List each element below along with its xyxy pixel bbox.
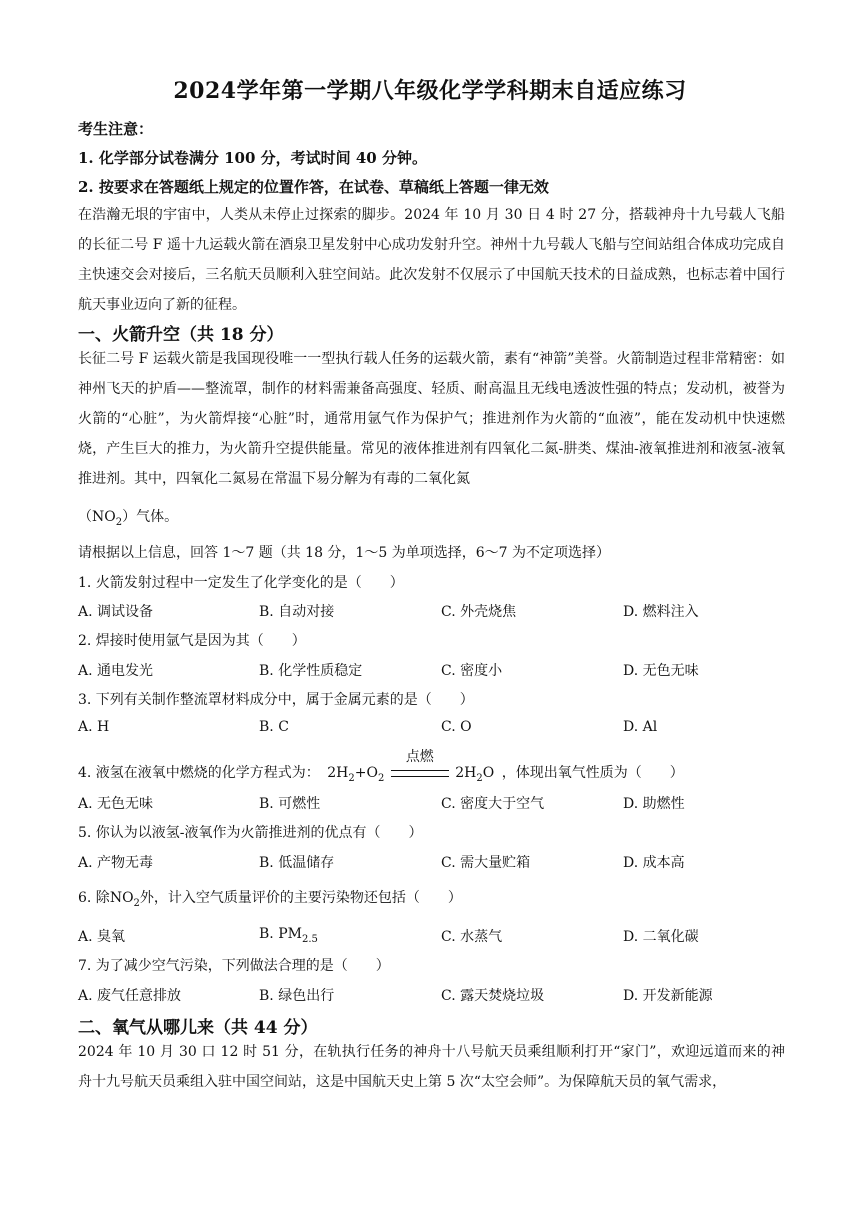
question-3-option-b[interactable]: B. C	[259, 719, 289, 735]
section-1-heading: 一、火箭升空（共 18 分）	[78, 325, 284, 345]
question-3-option-d[interactable]: D. Al	[623, 719, 658, 735]
section-1-body: 长征二号 F 运载火箭是我国现役唯一一型执行载人任务的运载火箭，素有“神箭”美誉。火箭制造过程非常精密：如神州飞天的护盾——整流罩，制作的材料需兼备高强度、轻质、耐高温且无线电透波性强的特点；发动机，被誉为火箭的“心脏”，为火箭焊接“心脏”时，通常用氩气作为保护气；推进剂作为火箭的“血液”，能在发动机中快速燃烧，产生巨大的推力，为火箭升空提供能量。常见的液体推进剂有四氧化二氮-肼类、煤油-液氧推进剂和液氢-液氧推进剂。其中，四氧化二氮易在常温下易分解为有毒的二氧化氮	[78, 351, 785, 487]
question-4-stem: 4. 液氢在液氧中燃烧的化学方程式为： $2H_2+O_2$ 点燃 $2H_2O$ ，体现出氧气性质为（ ）	[78, 762, 783, 784]
question-6-option-a[interactable]: A. 臭氧	[78, 929, 126, 945]
question-2-option-b[interactable]: B. 化学性质稳定	[259, 663, 363, 679]
question-5-option-d[interactable]: D. 成本高	[623, 855, 685, 871]
question-2-stem: 2. 焊接时使用氩气是因为其（ ）	[78, 633, 306, 649]
question-6-option-b[interactable]: B. $PM_{2.5}$	[259, 926, 318, 945]
section-1-text	[78, 344, 785, 538]
question-5-option-a[interactable]: A. 产物无毒	[78, 855, 154, 871]
notice-heading: 考生注意：	[78, 120, 154, 138]
question-4-option-d[interactable]: D. 助燃性	[623, 796, 685, 812]
question-7-stem: 7. 为了减少空气污染，下列做法合理的是（ ）	[78, 958, 390, 974]
section-2-heading: 二、氧气从哪儿来（共 44 分）	[78, 1018, 318, 1038]
section-2-text: 2024 年 10 月 30 口 12 时 51 分，在轨执行任务的神舟十八号航天员乘组顺利打开“家门”，欢迎远道而来的神舟十九号航天员乘组入驻中国空间站，这是中国航天史上第 5 次“太空会师”。为保障航天员的氧气需求，	[78, 1044, 785, 1090]
question-4-option-b[interactable]: B. 可燃性	[259, 796, 321, 812]
question-1-option-a[interactable]: A. 调试设备	[78, 604, 154, 620]
question-4-option-c[interactable]: C. 密度大于空气	[441, 796, 545, 812]
equals-sign	[391, 770, 449, 777]
question-5-option-c[interactable]: C. 需大量贮箱	[441, 855, 531, 871]
page-title: 2024学年第一学期八年级化学学科期末自适应练习	[173, 78, 687, 104]
question-4-option-a[interactable]: A. 无色无味	[78, 796, 154, 812]
question-2-option-d[interactable]: D. 无色无味	[623, 663, 699, 679]
notice-item-1: 1. 化学部分试卷满分 100 分，考试时间 40 分钟。	[78, 149, 427, 167]
question-6-option-d[interactable]: D. 二氧化碳	[623, 929, 699, 945]
question-1-stem: 1. 火箭发射过程中一定发生了化学变化的是（ ）	[78, 575, 404, 591]
question-6-option-c[interactable]: C. 水蒸气	[441, 929, 503, 945]
question-3-option-c[interactable]: C. O	[441, 719, 472, 735]
question-6-stem: 6. 除$NO_2$外，计入空气质量评价的主要污染物还包括（ ）	[78, 890, 462, 909]
question-1-option-d[interactable]: D. 燃料注入	[623, 604, 699, 620]
reaction-condition: 点燃	[405, 749, 434, 765]
section-1-instruction: 请根据以上信息，回答 1～7 题（共 18 分，1～5 为单项选择，6～7 为不定项选择）	[78, 545, 610, 561]
question-7-option-c[interactable]: C. 露天焚烧垃圾	[441, 988, 545, 1004]
question-2-option-a[interactable]: A. 通电发光	[78, 663, 154, 679]
question-3-stem: 3. 下列有关制作整流罩材料成分中，属于金属元素的是（ ）	[78, 692, 474, 708]
no2-note: $(NO_2)$气体。	[78, 509, 179, 528]
notice-item-2: 2. 按要求在答题纸上规定的位置作答，在试卷、草稿纸上答题一律无效	[78, 178, 549, 196]
question-1-option-b[interactable]: B. 自动对接	[259, 604, 335, 620]
question-2-option-c[interactable]: C. 密度小	[441, 663, 503, 679]
question-5-stem: 5. 你认为以液氢-液氧作为火箭推进剂的优点有（ ）	[78, 825, 423, 841]
question-1-option-c[interactable]: C. 外壳烧焦	[441, 604, 517, 620]
question-5-option-b[interactable]: B. 低温储存	[259, 855, 335, 871]
question-7-option-d[interactable]: D. 开发新能源	[623, 988, 713, 1004]
question-7-option-b[interactable]: B. 绿色出行	[259, 988, 335, 1004]
intro-paragraph: 在浩瀚无垠的宇宙中，人类从未停止过探索的脚步。2024 年 10 月 30 日 4 时 27 分，搭载神舟十九号载人飞船的长征二号 F 遥十九运载火箭在酒泉卫星发射中心成功发射升空。神州十九号载人飞船与空间站组合体成功完成自主快速交会对接后，三名航天员顺利入驻空间站。此次发射不仅展示了中国航天技术的日益成熟，也标志着中国行航天事业迈向了新的征程。	[78, 207, 785, 313]
question-3-option-a[interactable]: A. H	[78, 719, 110, 735]
question-7-option-a[interactable]: A. 废气任意排放	[78, 988, 182, 1004]
chemical-equation: $2H_2+O_2$ 点燃 $2H_2O$	[327, 765, 494, 784]
